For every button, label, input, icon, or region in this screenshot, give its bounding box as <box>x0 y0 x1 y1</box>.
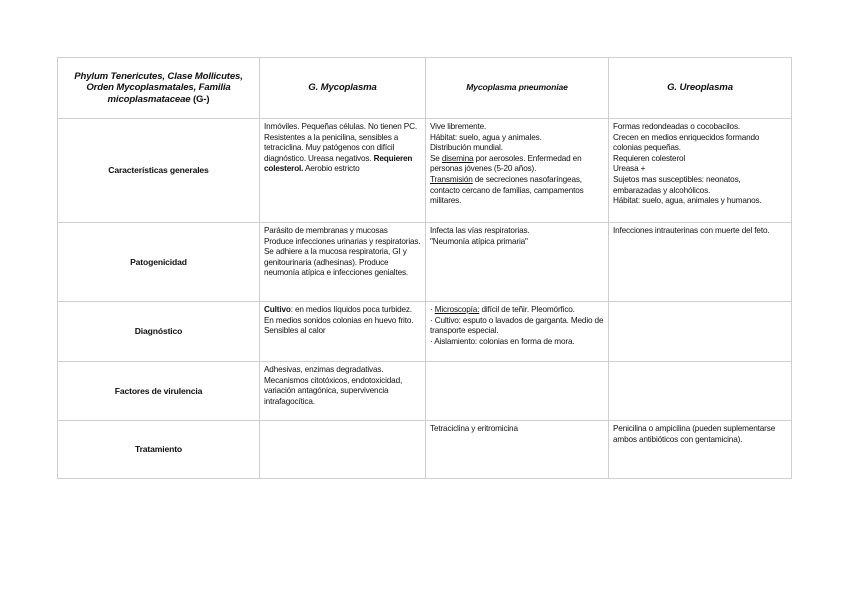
cell-diagnostico-pneumoniae <box>426 302 609 362</box>
bold-text: Requieren colesterol. <box>264 153 413 174</box>
cell-caracteristicas-mycoplasma <box>260 119 426 223</box>
text-line: Requieren colesterol <box>613 153 686 163</box>
cell-caracteristicas-pneumoniae <box>426 119 609 223</box>
text: · <box>430 305 435 314</box>
text: por aerosoles. Enfermedad en personas jóvenes (5-20 años). <box>430 153 582 174</box>
text-line <box>430 175 604 207</box>
text-line: Sujetos mas susceptibles: neonatos, embarazadas y alcohólicos. <box>613 174 741 195</box>
cell-virulencia-pneumoniae <box>426 362 609 421</box>
text-line: · Cultivo: esputo o lavados de garganta. Medio de transporte especial. <box>430 315 604 336</box>
text-line: Hábitat: suelo, agua y animales. <box>430 132 542 142</box>
text: Aerobio estricto <box>303 164 360 174</box>
header-pneumoniae: Mycoplasma pneumoniae <box>426 58 609 119</box>
cell-virulencia-ureoplasma <box>609 362 792 421</box>
text-line: Parásito de membranas y mucosas <box>264 226 388 235</box>
cell-tratamiento-pneumoniae <box>426 421 609 479</box>
header-taxonomy-text: Phylum Tenericutes, Clase Mollicutes, Orden Mycoplasmatales, Familia micoplasmataceae <box>74 70 243 105</box>
text-line: Produce infecciones urinarias y respiratorias. Se adhiere a la mucosa respiratoria, GI y genitourinaria (adhesinas). Produce neumonía atípica e infecciones genialtes. <box>264 236 421 278</box>
row-virulencia <box>58 362 792 421</box>
text-line: Mecanismos citotóxicos, endotoxicidad, variación antagónica, supervivencia intrafagocítica. <box>264 375 403 406</box>
text: de secreciones nasofaríngeas, contacto cercano de familias, campamentos militares. <box>430 174 584 206</box>
row-label-tratamiento: Tratamiento <box>58 421 260 479</box>
row-label-diagnostico: Diagnóstico <box>58 302 260 362</box>
text: Se <box>430 153 442 163</box>
text-line: "Neumonía atípica primaria" <box>430 236 528 246</box>
cell-diagnostico-mycoplasma <box>260 302 426 362</box>
text-line: Tetraciclina y eritromicina <box>430 424 518 433</box>
text-line: Infecta las vías respiratorias. <box>430 226 530 235</box>
text-line: Penicilina o ampicilina (pueden suplementarse ambos antibióticos con gentamicina). <box>613 424 776 444</box>
row-label-patogenicidad: Patogenicidad <box>58 223 260 302</box>
text-line: Hábitat: suelo, agua, animales y humanos. <box>613 196 762 206</box>
text-line <box>430 154 604 175</box>
row-label-virulencia: Factores de virulencia <box>58 362 260 421</box>
bold-text: Cultivo <box>264 305 291 314</box>
text-line: · Aislamiento: colonias en forma de mora. <box>430 336 575 346</box>
text-line: Formas redondeadas o cocobacilos. <box>613 122 741 131</box>
underlined-text: disemina <box>441 153 474 163</box>
row-caracteristicas <box>58 119 792 223</box>
document-page <box>57 57 791 479</box>
text: difícil de teñir. Pleomórfico. <box>479 305 575 314</box>
header-taxonomy <box>58 58 260 119</box>
cell-tratamiento-mycoplasma <box>260 421 426 479</box>
header-mycoplasma: G. Mycoplasma <box>260 58 426 119</box>
text: : en medios líquidos poca turbidez. En medios sonidos colonias en huevo frito. Sensibles al calor <box>264 305 414 336</box>
cell-patogenicidad-ureoplasma <box>609 223 792 302</box>
header-row <box>58 58 792 119</box>
cell-patogenicidad-pneumoniae <box>426 223 609 302</box>
text: Inmóviles. Pequeñas células. No tienen PC. Resistentes a la penicilina, sensibles a tetraciclina. Muy patógenos con difícil diagnóstico. Ureasa negativos. <box>264 122 417 163</box>
cell-patogenicidad-mycoplasma <box>260 223 426 302</box>
text-line: Vive libremente. <box>430 122 487 131</box>
cell-virulencia-mycoplasma <box>260 362 426 421</box>
row-label-caracteristicas: Características generales <box>58 119 260 223</box>
text-line: Adhesivas, enzimas degradativas. <box>264 365 384 374</box>
text-line: Crecen en medios enriquecidos formando colonias pequeñas. <box>613 132 760 153</box>
underlined-text: Microscopía: <box>434 305 480 314</box>
header-taxonomy-gram: (G-) <box>190 93 210 105</box>
row-diagnostico <box>58 302 792 362</box>
text-line: Distribución mundial. <box>430 143 503 153</box>
text-line: Infecciones intrauterinas con muerte del feto. <box>613 226 770 235</box>
cell-diagnostico-ureoplasma <box>609 302 792 362</box>
text-line <box>430 305 604 316</box>
row-patogenicidad <box>58 223 792 302</box>
text-line: Ureasa + <box>613 164 646 174</box>
row-tratamiento <box>58 421 792 479</box>
mycoplasma-table <box>57 57 792 479</box>
header-ureoplasma: G. Ureoplasma <box>609 58 792 119</box>
underlined-text: Transmisión <box>430 174 473 184</box>
cell-tratamiento-ureoplasma <box>609 421 792 479</box>
cell-caracteristicas-ureoplasma <box>609 119 792 223</box>
